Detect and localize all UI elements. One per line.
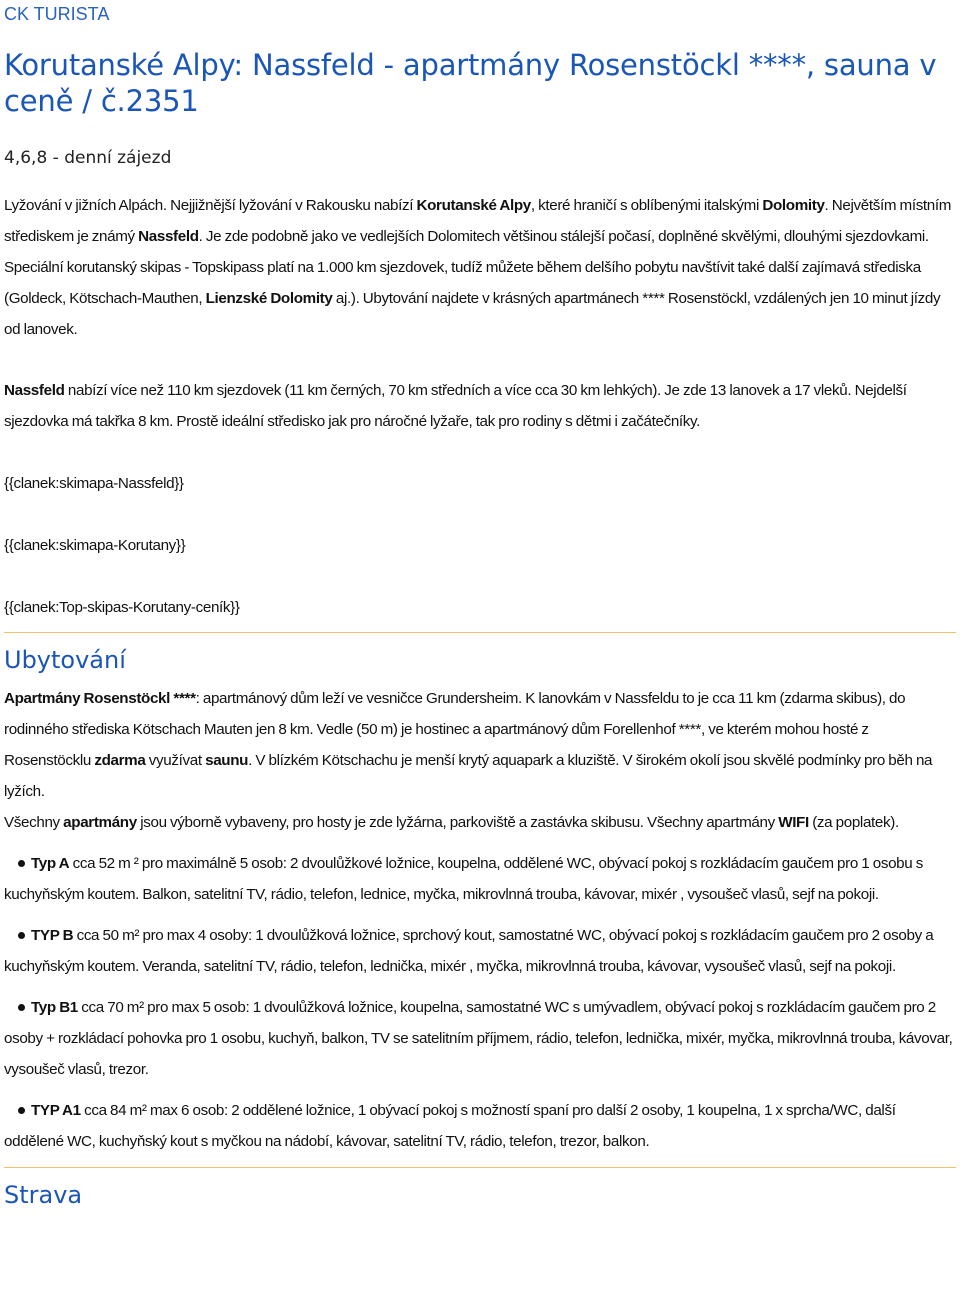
intro-bold-korutany: Korutanské Alpy: [416, 197, 531, 214]
accommodation-name: Apartmány Rosenstöckl ****: [4, 690, 196, 707]
apartment-type-name: TYP B: [31, 927, 74, 944]
apartment-type-name: Typ A: [31, 855, 70, 872]
section-ubytovani: [4, 632, 956, 1157]
page-title: Korutanské Alpy: Nassfeld - apartmány Rosenstöckl ****, sauna v ceně / č.2351: [4, 48, 937, 118]
equipment-text: Všechny: [4, 814, 64, 831]
accommodation-paragraph: [4, 683, 956, 807]
bold-wifi: WIFI: [778, 814, 809, 831]
intro-text: , které hraničí s oblíbenými italskými: [530, 197, 763, 214]
apartment-type-desc: cca 84 m² max 6 osob: 2 oddělené ložnice, 1 obývací pokoj s možností spaní pro další 2 osoby, 1 koupelna, 1 x sprcha/WC, další oddělené WC, kuchyňský kout s myčkou na nádobí, kávovar, satelitní TV, rádio, telefon, trezor, balkon.: [4, 1102, 896, 1150]
bold-apartmany: apartmány: [63, 814, 137, 831]
equipment-paragraph: [4, 807, 956, 838]
bullet-icon: [18, 860, 25, 867]
intro-bold-lienz: Lienzské Dolomity: [205, 290, 333, 307]
apartment-type-desc: cca 52 m ² pro maximálně 5 osob: 2 dvoulůžkové ložnice, koupelna, oddělené WC, obývací pokoj s rozkládacím gaučem pro 1 osobu s kuchyňským koutem. Balkon, satelitní TV, rádio, telefon, lednice, myčka, mikrovlnná trouba, kávovar, mixér , vysoušeč vlasů, sejf na pokoji.: [4, 855, 923, 903]
apartment-type-desc: cca 50 m² pro max 4 osoby: 1 dvoulůžková ložnice, sprchový kout, samostatné WC, obývací pokoj s rozkládacím gaučem pro 2 osoby a kuchyňským koutem. Veranda, satelitní TV, rádio, telefon, lednička, mixér , myčka, mikrovlnná trouba, kávovar, vysoušeč vlasů, sejf na pokoji.: [4, 927, 934, 975]
accommodation-text: . V blízkém Kötschachu je menší krytý aquapark a kluziště. V širokém okolí jsou skvělé podmínky pro běh na lyžích.: [4, 752, 933, 800]
intro-text: . Je zde podobně jako ve vedlejších Dolomitech většinou stálejší počasí, doplněné skvělými, dlouhými sjezdovkami. Speciální korutanský skipas - Topskipass platí na 1.000 km sjezdovek, tudíž můžete během delšího pobytu navštívit také další zajímavá střediska (Goldeck, Kötschach-Mauthen,: [4, 228, 929, 307]
site-brand[interactable]: CK TURISTA: [4, 4, 110, 24]
bullet-icon: [18, 932, 25, 939]
bold-saunu: saunu: [205, 752, 249, 769]
list-item: [4, 920, 956, 982]
apartment-type-name: TYP A1: [31, 1102, 81, 1119]
intro-text: aj.). Ubytování najdete v krásných apartmánech **** Rosenstöckl, vzdálených jen 10 minut jízdy od lanovek.: [4, 290, 941, 338]
section-strava: [4, 1167, 956, 1212]
equipment-text: (za poplatek).: [808, 814, 899, 831]
nassfeld-paragraph: [4, 375, 956, 437]
apartment-types-list: [4, 848, 956, 1157]
template-skipas-cenik: {{clanek:Top-skipas-Korutany-ceník}}: [4, 599, 240, 616]
template-skimapa-korutany: {{clanek:skimapa-Korutany}}: [4, 537, 186, 554]
bullet-icon: [18, 1004, 25, 1011]
template-skimapa-nassfeld: {{clanek:skimapa-Nassfeld}}: [4, 475, 184, 492]
apartment-type-name: Typ B1: [31, 999, 78, 1016]
section-title-ubytovani: Ubytování: [4, 646, 126, 674]
intro-text: Lyžování v jižních Alpách. Nejjižnější lyžování v Rakousku nabízí: [4, 197, 417, 214]
list-item: [4, 848, 956, 910]
nassfeld-bold: Nassfeld: [4, 382, 65, 399]
intro-bold-nassfeld: Nassfeld: [138, 228, 199, 245]
list-item: [4, 992, 956, 1085]
list-item: [4, 1095, 956, 1157]
trip-duration: 4,6,8 - denní zájezd: [4, 148, 172, 168]
nassfeld-text: nabízí více než 110 km sjezdovek (11 km černých, 70 km středních a více cca 30 km lehkých). Je zde 13 lanovek a 17 vleků. Nejdelší sjezdovka má takřka 8 km. Prostě ideální středisko jak pro náročné lyžaře, tak pro rodiny s dětmi i začátečníky.: [4, 382, 907, 430]
equipment-text: jsou výborně vybaveny, pro hosty je zde lyžárna, parkoviště a zastávka skibusu. Všechny apartmány: [136, 814, 779, 831]
intro-paragraph: [4, 190, 956, 345]
bullet-icon: [18, 1107, 25, 1114]
apartment-type-desc: cca 70 m² pro max 5 osob: 1 dvoulůžková ložnice, koupelna, samostatné WC s umývadlem, obývací pokoj s rozkládacím gaučem pro 2 osoby + rozkládací pohovka pro 1 osobu, kuchyň, balkon, TV se satelitním příjmem, rádio, telefon, lednička, mixér, myčka, mikrovlnná trouba, kávovar, vysoušeč vlasů, trezor.: [4, 999, 953, 1078]
intro-text: . Největším místním střediskem je známý: [4, 197, 952, 245]
bold-zdarma: zdarma: [94, 752, 146, 769]
intro-bold-dolomity: Dolomity: [762, 197, 825, 214]
accommodation-text: využívat: [145, 752, 206, 769]
section-title-strava: Strava: [4, 1181, 83, 1209]
accommodation-text: : apartmánový dům leží ve vesničce Grundersheim. K lanovkám v Nassfeldu to je cca 11 km (zdarma skibus), do rodinného střediska Kötschach Mauten jen 8 km. Vedle (50 m) je hostinec a apartmánový dům Forellenhof ****, ve kterém mohou hosté z Rosenstöcklu: [4, 690, 906, 769]
